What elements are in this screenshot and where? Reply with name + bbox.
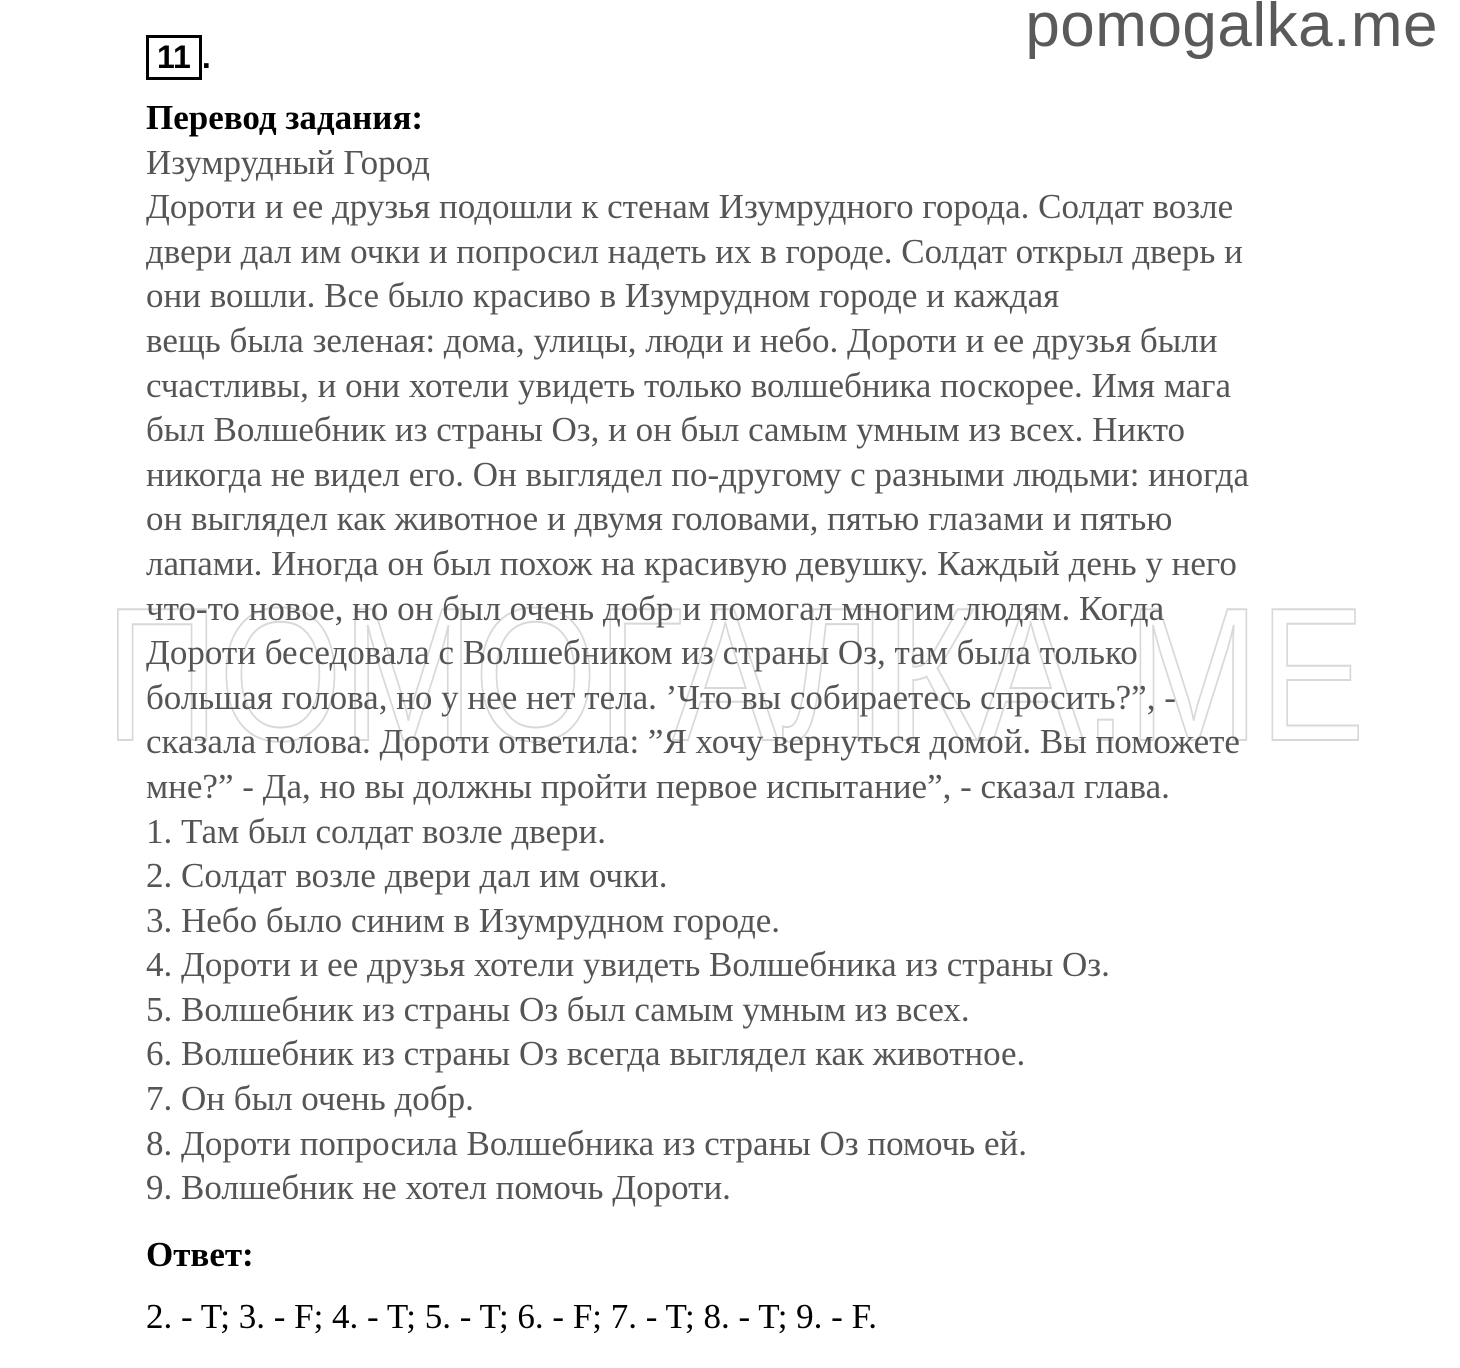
story-line: большая голова, но у нее нет тела. ’Что вы собираетесь спросить?”, - [146, 677, 1176, 717]
task-number-suffix: . [201, 39, 211, 75]
story-line: вещь была зеленая: дома, улицы, люди и небо. Дороти и ее друзья были [146, 320, 1218, 360]
story-line: был Волшебник из страны Оз, и он был самым умным из всех. Никто [146, 410, 1186, 450]
task-number-box: 11 [146, 35, 202, 80]
statement-item: 3. Небо было синим в Изумрудном городе. [146, 900, 781, 940]
story-line: они вошли. Все было красиво в Изумрудном городе и каждая [146, 276, 1060, 316]
statement-item: 4. Дороти и ее друзья хотели увидеть Волшебника из страны Оз. [146, 945, 1110, 985]
story-line: он выглядел как животное и двумя головами, пятью глазами и пятью [146, 499, 1173, 539]
site-brand: pomogalka.me [1025, 0, 1438, 60]
statement-item: 1. Там был солдат возле двери. [146, 811, 607, 851]
watermark-text: ПОМОГАЛКА.МЕ [105, 585, 1365, 755]
story-text [146, 185, 1396, 809]
story-line: лапами. Иногда он был похож на красивую девушку. Каждый день у него [146, 543, 1237, 583]
statement-item: 7. Он был очень добр. [146, 1079, 474, 1119]
story-line: что-то новое, но он был очень добр и помогал многим людям. Когда [146, 588, 1165, 628]
statement-item: 5. Волшебник из страны Оз был самым умным из всех. [146, 989, 970, 1029]
translation-heading: Перевод задания: [146, 98, 424, 137]
story-title: Изумрудный Город [146, 142, 430, 182]
story-line: никогда не видел его. Он выглядел по-другому с разными людьми: иногда [146, 454, 1250, 494]
document-body [146, 96, 1396, 1340]
story-line: сказала голова. Дороти ответила: ”Я хочу вернуться домой. Вы поможете [146, 722, 1240, 762]
statement-item: 8. Дороти попросила Волшебника из страны Оз помочь ей. [146, 1123, 1027, 1163]
task-number [146, 35, 211, 80]
statement-item: 6. Волшебник из страны Оз всегда выглядел как животное. [146, 1034, 1026, 1074]
story-line: двери дал им очки и попросил надеть их в городе. Солдат открыл дверь и [146, 231, 1243, 271]
statements-list [146, 810, 1396, 1211]
story-line: Дороти беседовала с Волшебником из страны Оз, там была только [146, 633, 1138, 673]
story-line: Дороти и ее друзья подошли к стенам Изумрудного города. Солдат возле [146, 187, 1234, 227]
statement-item: 2. Солдат возле двери дал им очки. [146, 856, 668, 896]
answer-text: 2. - T; 3. - F; 4. - T; 5. - T; 6. - F; 7. - T; 8. - T; 9. - F. [146, 1297, 877, 1337]
story-line: мне?” - Да, но вы должны пройти первое испытание”, - сказал глава. [146, 766, 1170, 806]
statement-item: 9. Волшебник не хотел помочь Дороти. [146, 1168, 731, 1208]
story-line: счастливы, и они хотели увидеть только волшебника поскорее. Имя мага [146, 365, 1232, 405]
answer-heading: Ответ: [146, 1234, 254, 1274]
